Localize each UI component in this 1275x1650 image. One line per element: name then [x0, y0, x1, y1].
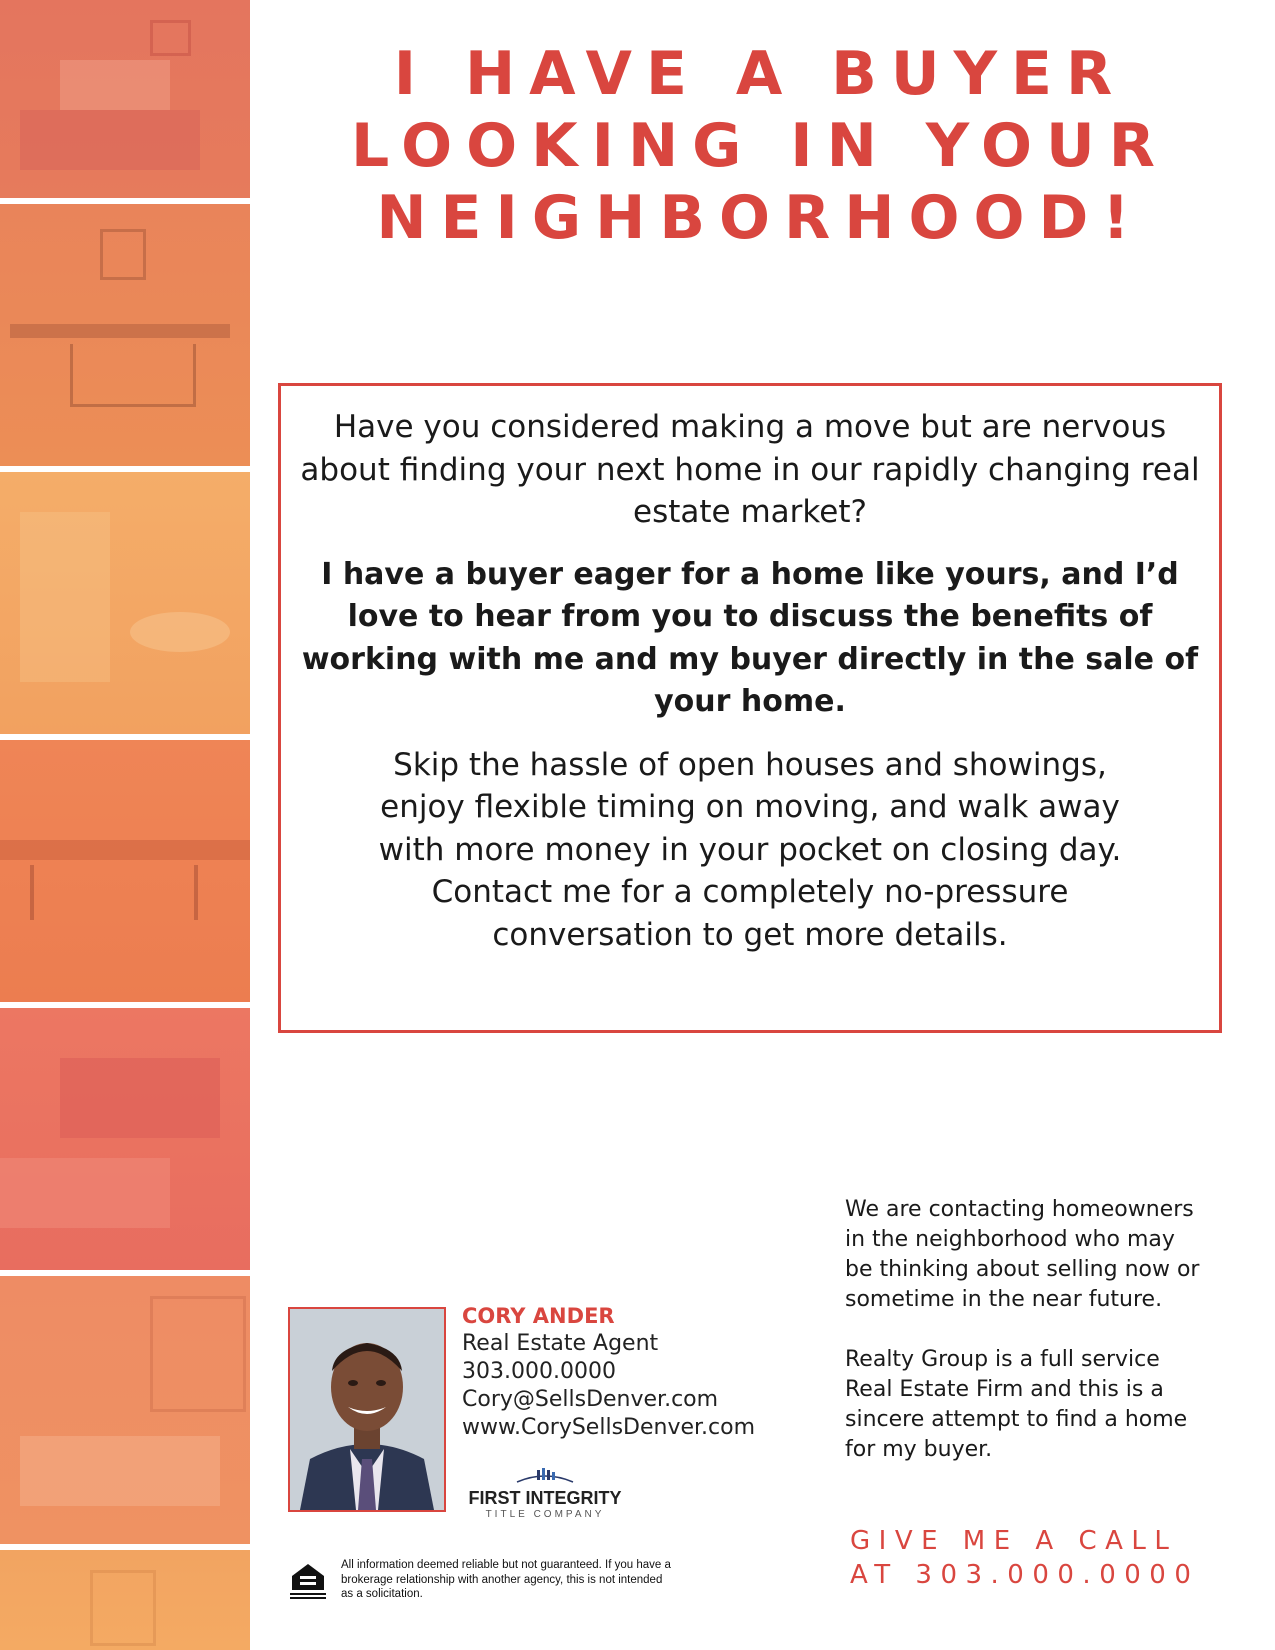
- call-to-action: [850, 1524, 1250, 1592]
- building-icon: [515, 1466, 575, 1484]
- right-column-text: [845, 1195, 1205, 1495]
- agent-info: [462, 1302, 782, 1442]
- hallway-photo-tile: [0, 1550, 250, 1650]
- dining-photo-tile: [0, 204, 250, 466]
- contacting-paragraph: We are contacting homeowners in the neighborhood who may be thinking about selling now or sometime in the near future.: [845, 1197, 1200, 1312]
- equal-housing-icon: [288, 1560, 328, 1602]
- agent-phone[interactable]: 303.000.0000: [462, 1359, 616, 1384]
- kitchen-photo-tile: [0, 740, 250, 1002]
- agent-website[interactable]: www.CorySellsDenver.com: [462, 1415, 756, 1440]
- title-company-name: FIRST INTEGRITY: [468, 1488, 622, 1508]
- message-box: [278, 383, 1222, 1033]
- family-room-photo-tile: [0, 1276, 250, 1544]
- headline-line-1: I HAVE A BUYER: [393, 39, 1127, 109]
- disclaimer: All information deemed reliable but not guaranteed. If you have a brokerage relationship with another agency, this is not intended as a solicitation.: [341, 1559, 671, 1600]
- title-company-subtitle: TITLE COMPANY: [485, 1509, 605, 1520]
- details-paragraph: Skip the hassle of open houses and showings, enjoy flexible timing on moving, and walk away with more money in your pocket on closing day. Contact me for a completely no-pressure conversation to get more details.: [378, 746, 1122, 953]
- headline-line-2: LOOKING IN YOUR: [351, 111, 1169, 181]
- bathroom-photo-tile: [0, 472, 250, 734]
- photo-strip: [0, 0, 250, 1650]
- agent-title: Real Estate Agent: [462, 1331, 659, 1356]
- bedroom-photo-tile: [0, 0, 250, 198]
- living-room-photo-tile: [0, 1008, 250, 1270]
- cta-line-2[interactable]: AT 303.000.0000: [850, 1560, 1200, 1590]
- intro-paragraph: Have you considered making a move but are nervous about finding your next home in our rapidly changing real estate market?: [300, 409, 1200, 530]
- headline-line-3: NEIGHBORHOOD!: [376, 183, 1144, 253]
- emphasis-paragraph: I have a buyer eager for a home like yours, and I’d love to hear from you to discuss the benefits of working with me and my buyer directly in the sale of your home.: [301, 556, 1199, 719]
- title-company-logo: [460, 1466, 630, 1526]
- agent-portrait-illustration: [290, 1309, 444, 1510]
- agent-name: CORY ANDER: [462, 1304, 615, 1328]
- cta-line-1: GIVE ME A CALL: [850, 1526, 1178, 1556]
- realty-group-paragraph: Realty Group is a full service Real Estate Firm and this is a sincere attempt to find a home for my buyer.: [845, 1347, 1188, 1462]
- agent-email[interactable]: Cory@SellsDenver.com: [462, 1387, 719, 1412]
- agent-photo: [288, 1307, 446, 1512]
- headline: [290, 38, 1230, 254]
